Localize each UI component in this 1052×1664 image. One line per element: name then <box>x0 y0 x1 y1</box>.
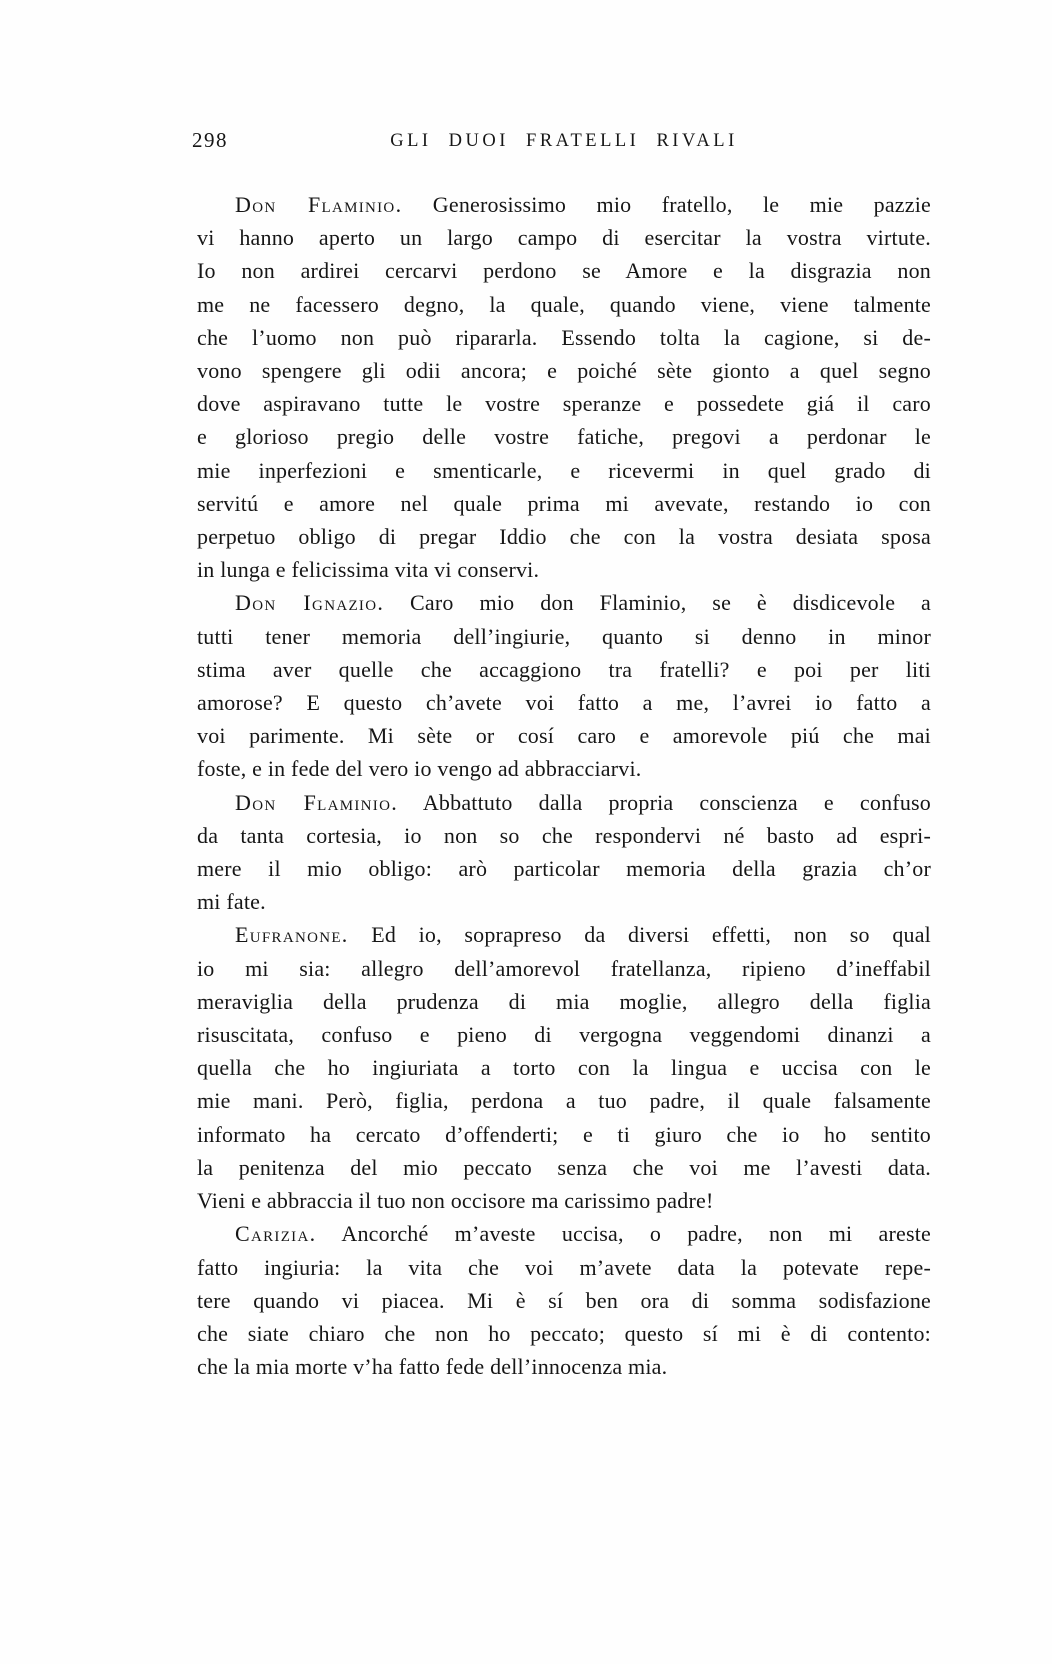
paragraph-line: quella che ho ingiuriata a torto con la lingua e uccisa con le <box>197 1055 931 1081</box>
paragraph <box>197 188 931 586</box>
paragraph <box>197 918 931 1217</box>
text-block <box>197 188 931 1383</box>
paragraph-line: e glorioso pregio delle vostre fatiche, pregovi a perdonar le <box>197 424 931 450</box>
paragraph-line: servitú e amore nel quale prima mi avevate, restando io con <box>197 490 931 516</box>
paragraph-first-line: Carizia. Ancorché m’aveste uccisa, o padre, non mi areste <box>235 1221 931 1247</box>
paragraph-line: perpetuo obligo di pregar Iddio che con la vostra desiata sposa <box>197 524 931 550</box>
speaker-name: Don Ignazio. <box>235 590 385 616</box>
paragraph <box>197 586 931 785</box>
paragraph-line: mie mani. Però, figlia, perdona a tuo padre, il quale falsamente <box>197 1088 931 1114</box>
running-header: GLI DUOI FRATELLI RIVALI <box>390 131 738 151</box>
paragraph-line: che la mia morte v’ha fatto fede dell’innocenza mia. <box>197 1354 668 1380</box>
paragraph <box>197 786 931 919</box>
paragraph-line: me ne facessero degno, la quale, quando viene, viene talmente <box>197 291 931 317</box>
paragraph-line: fatto ingiuria: la vita che voi m’avete data la potevate repe- <box>197 1254 931 1280</box>
page-number: 298 <box>192 128 228 152</box>
speaker-name: Don Flaminio. <box>235 192 403 217</box>
paragraph-line: da tanta cortesia, io non so che respondervi né basto ad espri- <box>197 822 931 848</box>
paragraph-line: risuscitata, confuso e pieno di vergogna veggendomi dinanzi a <box>197 1022 931 1048</box>
paragraph-line: in lunga e felicissima vita vi conservi. <box>197 557 540 583</box>
speaker-name: Don Flaminio. <box>235 789 399 815</box>
paragraph-line: vi hanno aperto un largo campo di esercitar la vostra virtute. <box>197 225 931 251</box>
paragraph-line: tere quando vi piacea. Mi è sí ben ora di somma sodisfazione <box>197 1287 931 1313</box>
paragraph-first-line: Don Flaminio. Abbattuto dalla propria conscienza e confuso <box>235 789 931 815</box>
paragraph-line: che l’uomo non può ripararla. Essendo tolta la cagione, si de- <box>197 324 931 350</box>
paragraph-line: voi parimente. Mi sète or cosí caro e amorevole piú che mai <box>197 723 931 749</box>
speaker-name: Carizia. <box>235 1221 317 1247</box>
paragraph-first-line: Don Flaminio. Generosissimo mio fratello, le mie pazzie <box>235 192 931 217</box>
paragraph-line: dove aspiravano tutte le vostre speranze e possedete giá il caro <box>197 391 931 417</box>
paragraph-first-line: Don Ignazio. Caro mio don Flaminio, se è disdicevole a <box>235 590 932 616</box>
paragraph-line: mere il mio obligo: arò particolar memoria della grazia ch’or <box>197 856 931 882</box>
paragraph-line: stima aver quelle che accaggiono tra fratelli? e poi per liti <box>197 656 931 682</box>
paragraph-line: meraviglia della prudenza di mia moglie, allegro della figlia <box>197 988 931 1014</box>
paragraph-line: che siate chiaro che non ho peccato; questo sí mi è di contento: <box>197 1320 931 1346</box>
paragraph-line: Io non ardirei cercarvi perdono se Amore e la disgrazia non <box>197 258 931 284</box>
paragraph-first-line: Eufranone. Ed io, soprapreso da diversi effetti, non so qual <box>235 922 931 948</box>
paragraph-line: io mi sia: allegro dell’amorevol fratellanza, ripieno d’ineffabil <box>197 955 931 981</box>
paragraph-line: mie inperfezioni e smenticarle, e ricevermi in quel grado di <box>197 457 931 483</box>
paragraph <box>197 1217 931 1383</box>
paragraph-line: tutti tener memoria dell’ingiurie, quanto si denno in minor <box>197 623 931 649</box>
paragraph-line: mi fate. <box>197 889 266 915</box>
paragraph-line: vono spengere gli odii ancora; e poiché sète gionto a quel segno <box>197 358 931 384</box>
speaker-name: Eufranone. <box>235 922 349 948</box>
paragraph-line: foste, e in fede del vero io vengo ad abbracciarvi. <box>197 756 642 782</box>
paragraph-line: informato ha cercato d’offenderti; e ti giuro che io ho sentito <box>197 1121 931 1147</box>
paragraph-line: amorose? E questo ch’avete voi fatto a me, l’avrei io fatto a <box>197 690 931 716</box>
paragraph-line: la penitenza del mio peccato senza che voi me l’avesti data. <box>197 1154 931 1180</box>
paragraph-line: Vieni e abbraccia il tuo non occisore ma carissimo padre! <box>197 1188 714 1214</box>
